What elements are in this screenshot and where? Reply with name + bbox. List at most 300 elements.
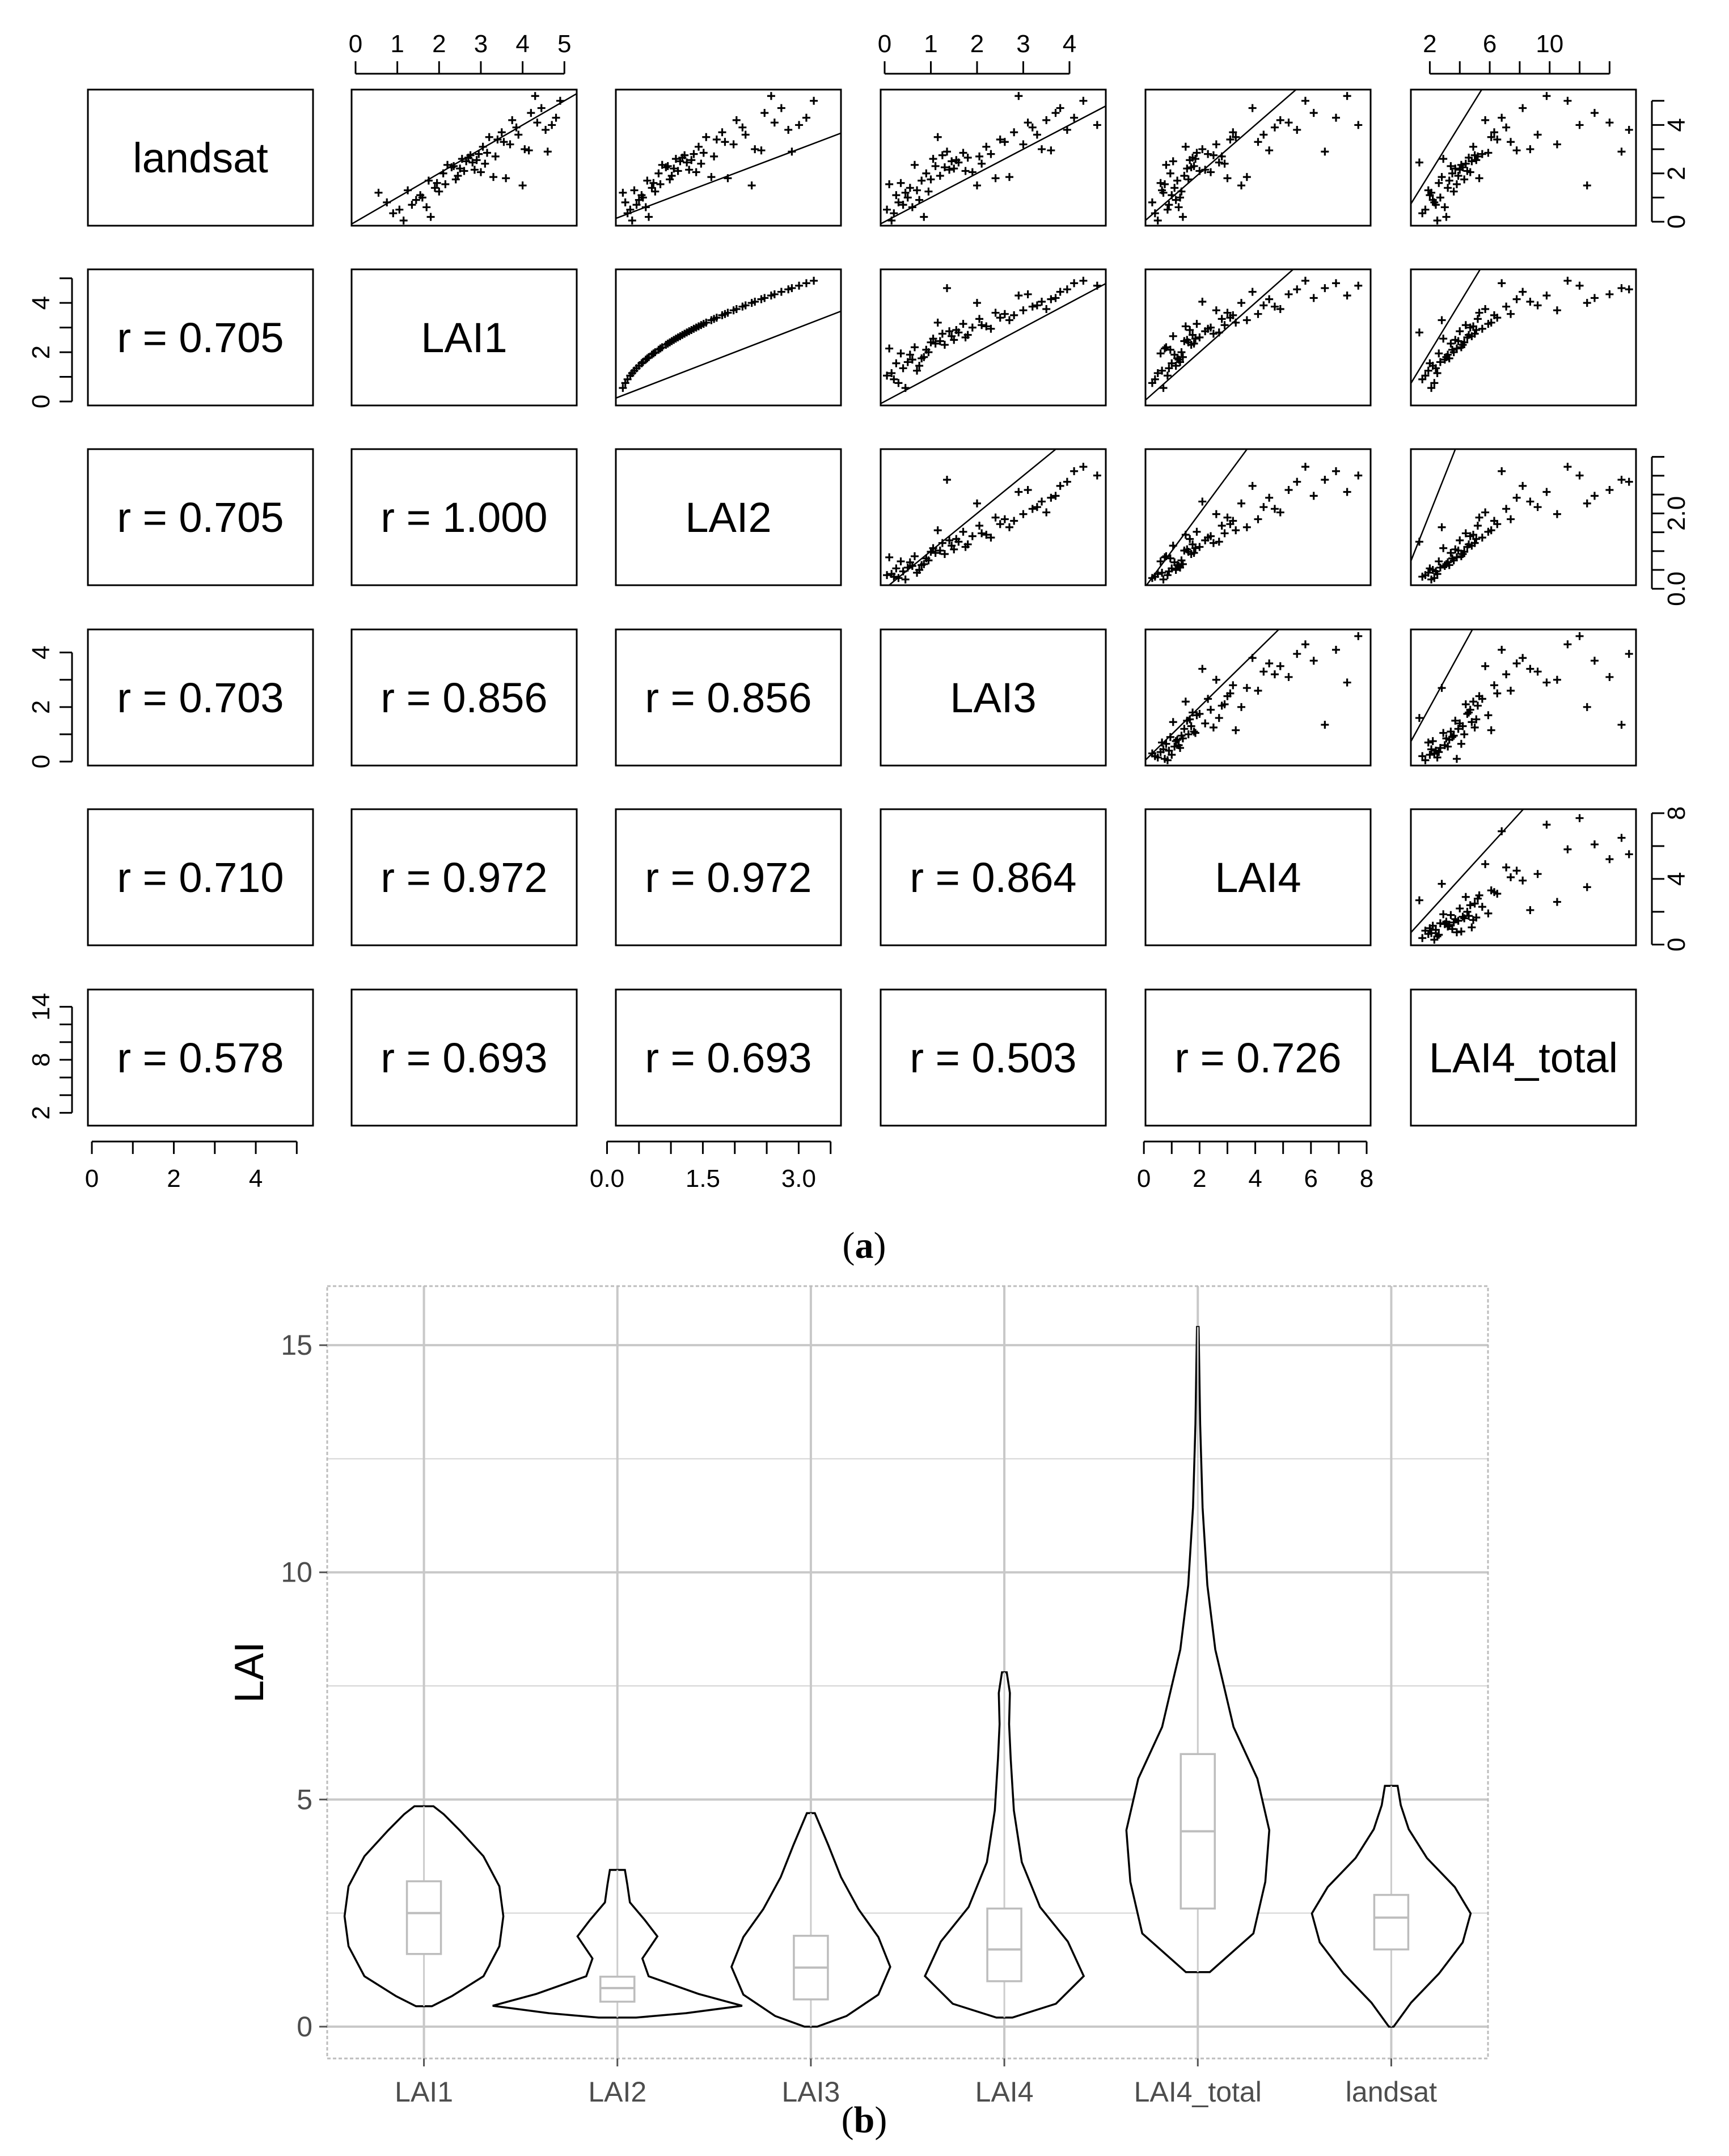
scatter-point <box>922 170 930 177</box>
tick-label: 2 <box>27 700 55 715</box>
scatter-point <box>982 143 990 151</box>
correlation-label: r = 0.503 <box>910 1034 1077 1081</box>
tick-label: 1 <box>390 30 404 58</box>
scatter-point <box>1157 179 1165 187</box>
correlation-label: r = 0.578 <box>117 1034 284 1081</box>
scatter-point <box>1218 522 1226 530</box>
scatter-point <box>1429 737 1437 745</box>
scatter-point <box>1534 130 1542 138</box>
scatter-point <box>408 201 416 209</box>
scatter-point <box>1029 505 1037 513</box>
scatter-point <box>943 476 951 484</box>
scatter-point <box>1462 700 1470 708</box>
tick-label: 1.5 <box>685 1165 721 1193</box>
scatter-point <box>1166 733 1174 741</box>
scatter-point <box>934 526 942 534</box>
scatter-point <box>1474 701 1482 709</box>
scatter-point <box>1321 147 1329 155</box>
scatter-point <box>1259 130 1267 138</box>
scatter-point <box>718 128 726 136</box>
scatter-point <box>892 564 900 572</box>
scatter-point <box>1249 104 1257 112</box>
scatter-point <box>1438 880 1446 888</box>
scatter-point <box>1310 294 1318 302</box>
scatter-point <box>1343 679 1351 687</box>
scatter-point <box>992 309 1000 317</box>
scatter-point <box>742 130 750 138</box>
scatter-point <box>1415 159 1423 167</box>
diagonal-label-LAI2: LAI2 <box>685 494 772 541</box>
panel-LAI4-vs-LAI4 <box>1145 809 1371 945</box>
tick-label: 4 <box>1663 118 1690 132</box>
scatter-point <box>1170 184 1178 192</box>
scatter-point <box>1182 143 1190 151</box>
scatter-point <box>1293 285 1301 293</box>
scatter-point <box>748 181 756 189</box>
scatter-point <box>1001 515 1009 523</box>
scatter-point <box>1215 714 1223 722</box>
scatter-point <box>1293 126 1301 134</box>
scatter-point <box>1212 306 1220 314</box>
tick-label: 5 <box>297 1783 312 1816</box>
scatter-point <box>1457 928 1465 936</box>
scatter-point <box>1513 494 1521 502</box>
scatter-point <box>1490 681 1498 689</box>
scatter-point <box>1542 92 1550 100</box>
top-axis-LAI3 <box>878 30 1076 74</box>
scatter-point <box>619 189 627 197</box>
scatter-point <box>751 145 759 153</box>
scatter-point <box>427 213 435 221</box>
scatter-point <box>657 180 665 188</box>
scatter-point <box>400 217 408 225</box>
scatter-point <box>1193 528 1200 536</box>
scatter-point <box>1169 332 1177 340</box>
scatter-point <box>1249 482 1257 490</box>
correlation-label: r = 0.705 <box>117 314 284 361</box>
violin-plot <box>227 1286 1488 2108</box>
panel-LAI4-vs-LAI3 <box>881 809 1106 945</box>
scatter-point <box>1534 870 1542 878</box>
correlation-label: r = 0.710 <box>117 854 284 901</box>
tick-label: 3 <box>474 30 488 58</box>
scatter-points <box>651 0 1729 1634</box>
scatter-point <box>1038 497 1046 505</box>
scatter-point <box>531 92 539 100</box>
scatter-point <box>1191 729 1199 737</box>
scatter-point <box>441 180 449 188</box>
scatter-point <box>1271 124 1279 132</box>
scatter-point <box>1243 684 1251 692</box>
scatter-point <box>1439 544 1447 552</box>
scatter-point <box>697 160 705 168</box>
scatter-point <box>1183 164 1191 172</box>
scatter-point <box>1195 543 1203 551</box>
scatter-point <box>1498 467 1506 475</box>
scatter-point <box>1462 893 1470 901</box>
tick-label: LAI3 <box>781 2076 840 2108</box>
scatter-point <box>1605 855 1613 863</box>
box-iqr <box>987 1909 1021 1981</box>
scatter-point <box>645 213 653 221</box>
scatter-point <box>1507 515 1515 523</box>
scatter-point <box>1182 322 1190 330</box>
scatter-point <box>802 279 810 287</box>
tick-label: 5 <box>557 30 572 58</box>
scatter-point <box>1507 687 1515 695</box>
correlation-label: r = 0.972 <box>645 854 812 901</box>
scatter-point <box>1237 299 1245 307</box>
scatter-point <box>1542 488 1550 496</box>
panel-LAI1-vs-LAI1 <box>352 269 577 405</box>
scatter-point <box>1481 662 1489 670</box>
tick-label: 4 <box>27 645 55 660</box>
scatter-point <box>992 514 1000 522</box>
scatter-point <box>1476 514 1483 522</box>
scatter-point <box>810 277 818 285</box>
scatter-point <box>721 138 729 146</box>
violin-LAI2 <box>493 1870 742 2018</box>
panel-LAI4_total-vs-landsat <box>88 990 313 1126</box>
panel-frame <box>881 90 1106 226</box>
scatter-point <box>969 324 976 332</box>
scatter-point <box>649 349 657 357</box>
scatter-point <box>1526 665 1534 673</box>
scatter-point <box>1005 523 1013 531</box>
panel-LAI4-vs-LAI2 <box>616 809 841 945</box>
scatter-point <box>1438 523 1446 531</box>
scatter-point <box>1198 665 1206 673</box>
diagonal-label-LAI1: LAI1 <box>421 314 508 361</box>
scatter-point <box>1259 503 1267 511</box>
scatter-point <box>1243 316 1251 324</box>
scatter-point <box>1158 738 1166 746</box>
scatter-point <box>1223 174 1231 182</box>
scatter-point <box>1542 821 1550 828</box>
scatter-point <box>929 155 937 163</box>
scatter-point <box>902 576 910 584</box>
correlation-label: r = 0.703 <box>117 674 284 721</box>
scatter-point <box>1343 291 1351 299</box>
scatter-point <box>975 522 983 530</box>
diagonal-label-LAI4: LAI4 <box>1215 854 1301 901</box>
scatter-point <box>1460 730 1468 738</box>
tick-label: 4 <box>1248 1165 1262 1193</box>
scatter-point <box>1166 170 1174 177</box>
scatter-point <box>992 174 1000 182</box>
scatter-point <box>1498 646 1506 654</box>
scatter-point <box>1212 676 1220 684</box>
scatter-point <box>1215 538 1223 546</box>
plot-border <box>327 1286 1488 2058</box>
scatter-point <box>1029 124 1037 132</box>
scatter-point <box>1301 97 1309 105</box>
scatter-point <box>730 141 738 149</box>
scatter-point <box>964 154 972 162</box>
scatter-point <box>1207 706 1215 714</box>
scatter-point <box>713 136 721 143</box>
scatter-point <box>1435 349 1443 357</box>
correlation-label: r = 0.693 <box>381 1034 548 1081</box>
tick-label: 0.0 <box>589 1165 625 1193</box>
scatter-point <box>1276 662 1284 670</box>
scatter-point <box>1583 703 1591 711</box>
scatter-point <box>892 360 900 367</box>
scatter-point <box>1052 109 1060 117</box>
scatter-point <box>1498 279 1506 287</box>
tick-label: LAI4_total <box>1134 2076 1262 2108</box>
scatter-point <box>1038 298 1046 306</box>
panel-LAI3-vs-LAI2 <box>616 629 841 766</box>
scatter-point <box>1468 923 1476 931</box>
scatter-point <box>1038 145 1046 153</box>
scatter-point <box>1042 509 1050 517</box>
scatter-point <box>1618 721 1626 729</box>
scatter-point <box>1047 146 1055 154</box>
violin-landsat <box>1312 1786 1470 2027</box>
scatter-point <box>1157 349 1165 357</box>
scatter-point <box>1542 679 1550 687</box>
scatter-point <box>1474 315 1482 323</box>
x-axis <box>395 2058 1437 2108</box>
scatter-point <box>1179 213 1187 221</box>
scatter-point <box>911 161 919 169</box>
tick-label: 2 <box>27 345 55 360</box>
panel-LAI4_total-vs-LAI1 <box>352 990 577 1126</box>
scatter-point <box>924 188 932 196</box>
scatter-point <box>1243 173 1251 181</box>
panel-landsat-vs-landsat <box>88 90 313 226</box>
scatter-point <box>1605 486 1613 494</box>
scatter-point <box>962 167 970 175</box>
scatter-point <box>1526 906 1534 914</box>
scatter-point <box>1079 463 1087 471</box>
scatter-point <box>1519 654 1527 662</box>
scatter-point <box>760 109 768 117</box>
tick-label: 0 <box>27 394 55 409</box>
tick-label: 2 <box>1193 1165 1207 1193</box>
scatter-point <box>1484 910 1492 918</box>
tick-label: 4 <box>1663 872 1690 886</box>
violin-LAI4_total <box>1126 1327 1269 1972</box>
scatter-point <box>1014 291 1022 299</box>
caption-a-letter: a <box>855 1225 874 1266</box>
scatter-point <box>1553 510 1561 518</box>
scatter-point <box>1343 92 1351 100</box>
scatter-point <box>802 114 810 122</box>
panel-LAI1-vs-LAI4_total <box>651 0 1729 1634</box>
scatter-point <box>1160 576 1168 584</box>
scatter-point <box>885 180 893 188</box>
scatter-point <box>1519 288 1527 296</box>
scatter-point <box>1285 673 1293 681</box>
scatter-point <box>969 532 976 540</box>
scatter-point <box>1583 883 1591 891</box>
scatter-point <box>996 314 1004 322</box>
scatter-point <box>622 198 629 206</box>
scatter-point <box>1321 721 1329 729</box>
scatter-point <box>1563 463 1571 471</box>
scatter-point <box>1438 316 1446 324</box>
scatter-point <box>1310 492 1318 500</box>
scatter-point <box>906 184 914 192</box>
tick-label: 0 <box>1136 1165 1151 1193</box>
tick-label: 0 <box>877 30 892 58</box>
scatter-point <box>883 571 891 579</box>
tick-label: 3 <box>1016 30 1030 58</box>
scatter-point <box>1605 290 1613 298</box>
scatter-point <box>885 553 893 561</box>
scatter-point <box>1441 203 1449 211</box>
scatter-point <box>939 329 946 337</box>
scatter-point <box>1010 311 1018 319</box>
bottom-axis-LAI2 <box>590 1142 831 1193</box>
scatter-point <box>959 528 967 536</box>
scatter-point <box>685 166 693 174</box>
scatter-point <box>1056 288 1064 296</box>
scatter-point <box>1271 670 1279 678</box>
scatter-point <box>911 343 919 351</box>
scatter-point <box>710 153 718 160</box>
scatter-point <box>1019 306 1027 314</box>
scatter-point <box>918 177 925 185</box>
scatter-point <box>1056 104 1064 112</box>
scatter-point <box>1321 284 1329 292</box>
scatter-point <box>1070 279 1078 287</box>
scatter-point <box>1173 177 1181 185</box>
scatter-point <box>1553 141 1561 149</box>
grid <box>327 1286 1488 2058</box>
scatter-point <box>1583 500 1591 508</box>
scatter-point <box>1332 114 1340 122</box>
scatter-point <box>1182 697 1190 705</box>
scatter-point <box>514 130 522 138</box>
scatter-point <box>911 552 919 560</box>
scatter-point <box>1435 557 1443 565</box>
scatter-point <box>1507 138 1515 146</box>
scatter-point <box>1310 657 1318 665</box>
tick-label: LAI2 <box>588 2076 647 2108</box>
caption-b-letter: b <box>853 2099 875 2141</box>
violin-LAI4 <box>925 1672 1084 2018</box>
scatter-point <box>1210 539 1218 547</box>
tick-label: 4 <box>27 295 55 310</box>
scatter-point <box>1169 157 1177 165</box>
violin-LAI1 <box>345 1806 504 2006</box>
scatter-point <box>1354 121 1362 129</box>
scatter-point <box>533 119 541 126</box>
scatter-point <box>1254 515 1262 523</box>
tick-label: 8 <box>1663 806 1690 821</box>
tick-label: 0 <box>297 2010 312 2043</box>
diagonal-label-LAI3: LAI3 <box>950 674 1037 721</box>
scatter-point <box>1481 116 1489 124</box>
scatter-point <box>932 162 940 170</box>
scatter-point <box>1259 667 1267 675</box>
scatter-point <box>1563 846 1571 853</box>
scatter-point <box>883 206 891 214</box>
scatter-point <box>508 116 516 124</box>
left-axis-LAI3 <box>27 645 72 768</box>
scatter-point <box>1195 333 1203 341</box>
scatter-point <box>810 97 818 105</box>
scatter-point <box>738 124 746 132</box>
scatter-point <box>1553 676 1561 684</box>
scatter-point <box>913 187 921 195</box>
scatter-point <box>1507 873 1515 881</box>
scatter-point <box>1618 834 1626 842</box>
scatter-point <box>1625 650 1633 658</box>
one-to-one-line <box>651 0 1729 1634</box>
scatter-point <box>1033 503 1041 511</box>
scatter-point <box>702 133 710 141</box>
scatter-point <box>1591 840 1599 848</box>
scatter-point <box>1502 864 1510 872</box>
scatter-point <box>934 133 942 141</box>
scatter-point <box>1175 203 1183 211</box>
scatter-point <box>1042 116 1050 124</box>
scatter-point <box>1457 740 1465 748</box>
scatter-point <box>1212 141 1220 149</box>
scatter-point <box>1229 681 1237 689</box>
scatter-point <box>897 557 905 565</box>
scatter-point <box>1453 180 1461 188</box>
correlation-label: r = 0.856 <box>645 674 812 721</box>
scatter-point <box>1354 282 1362 290</box>
scatter-point <box>1014 488 1022 496</box>
right-axis-LAI2 <box>1652 457 1690 606</box>
scatter-point <box>795 282 803 290</box>
scatter-point <box>1285 119 1293 126</box>
scatter-point <box>1212 510 1220 518</box>
scatter-point <box>1285 486 1293 494</box>
tick-label: 0 <box>1663 214 1690 229</box>
scatter-point <box>1534 667 1542 675</box>
scatter-point <box>1237 500 1245 508</box>
scatter-point <box>1519 877 1527 885</box>
tick-label: 14 <box>27 992 55 1021</box>
scatter-point <box>1056 482 1064 490</box>
tick-label: 2 <box>1663 166 1690 180</box>
scatter-point <box>1576 282 1584 290</box>
scatter-point <box>375 189 383 197</box>
correlation-label: r = 1.000 <box>381 494 548 541</box>
top-axis-LAI1 <box>349 30 572 74</box>
scatter-point <box>1301 640 1309 648</box>
tick-label: 0.0 <box>1663 571 1690 606</box>
scatter-point <box>1293 478 1301 486</box>
scatter-point <box>483 149 491 157</box>
left-axis-LAI1 <box>27 278 72 409</box>
tick-label: 1 <box>924 30 938 58</box>
scatter-point <box>1042 305 1050 313</box>
scatter-point <box>700 149 708 157</box>
panel-frame <box>1145 269 1371 405</box>
scatter-point <box>1014 92 1022 100</box>
scatter-point <box>643 354 651 362</box>
scatter-point <box>1484 149 1492 157</box>
scatter-point <box>1321 476 1329 484</box>
scatter-point <box>894 379 902 387</box>
scatter-point <box>1169 718 1177 726</box>
scatter-point <box>1553 306 1561 314</box>
scatter-point <box>1481 305 1489 313</box>
scatter-point <box>936 172 944 180</box>
scatter-point <box>707 173 715 181</box>
one-to-one-line <box>651 0 1729 1766</box>
scatter-point <box>892 191 900 199</box>
scatter-point <box>1576 471 1584 479</box>
